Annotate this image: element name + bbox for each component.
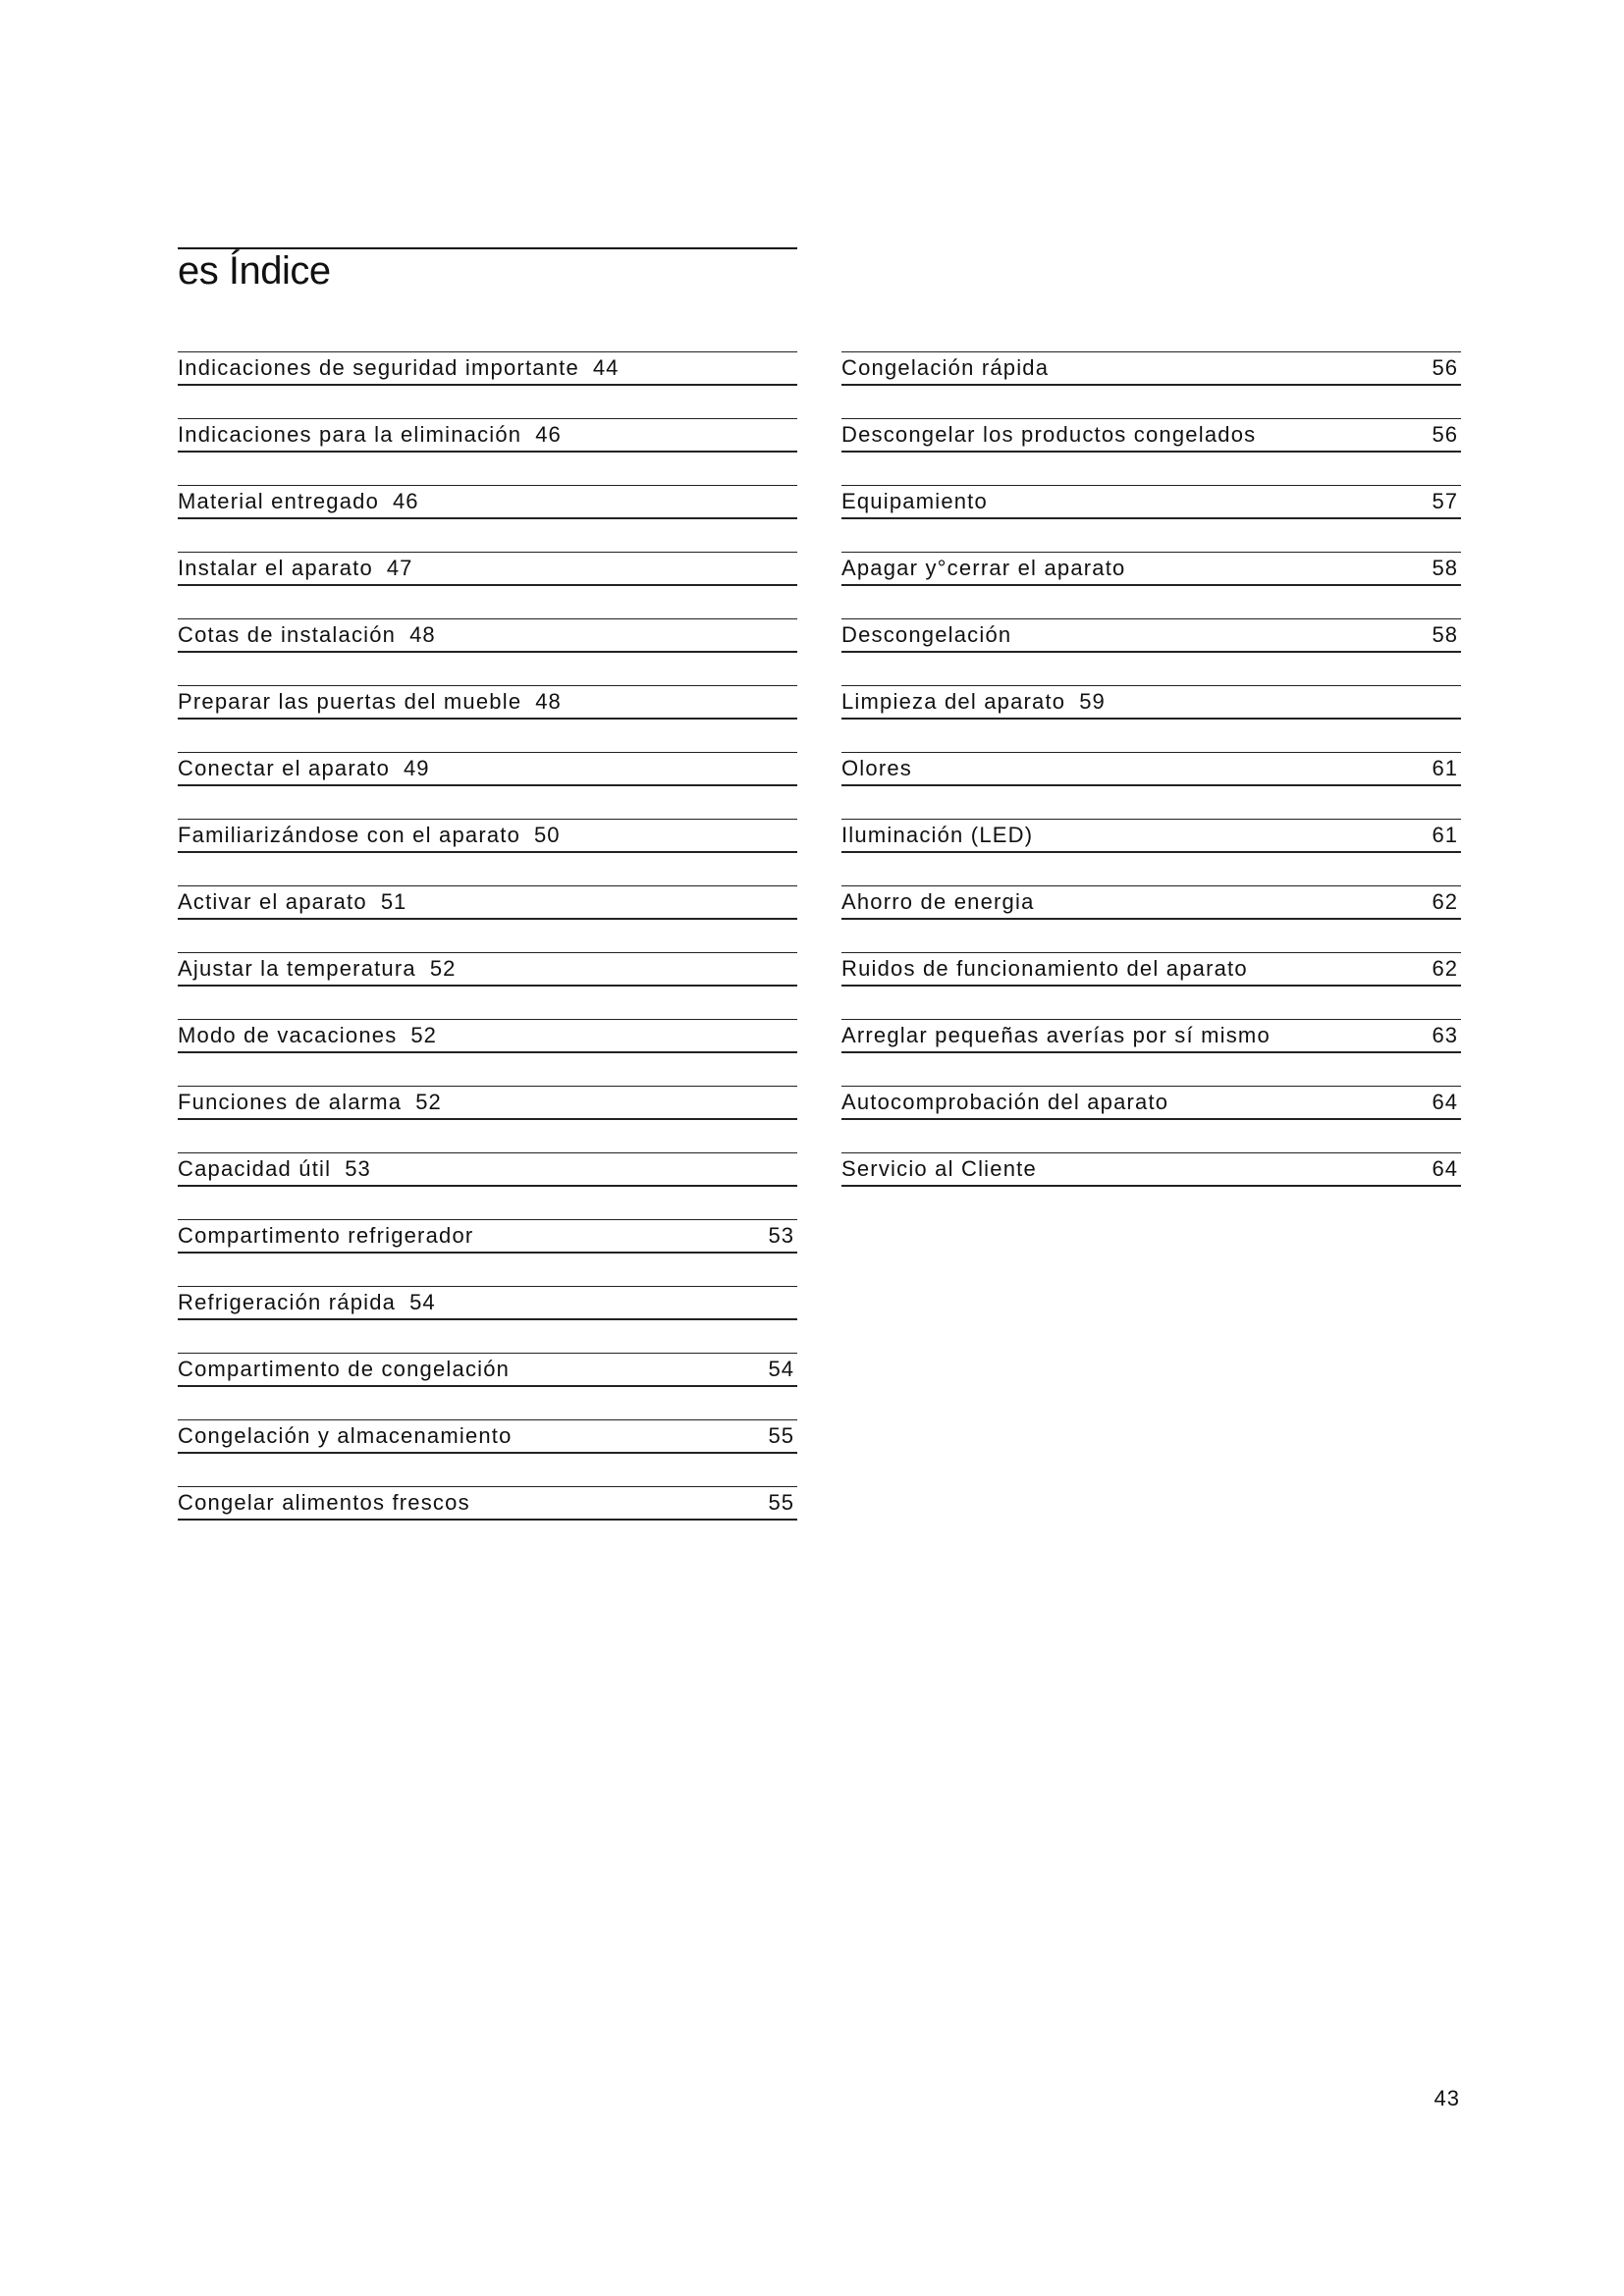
toc-entry[interactable] [178, 1286, 797, 1320]
toc-entry-label [841, 1156, 1037, 1182]
toc-entry-title: Servicio al Cliente [841, 1156, 1037, 1181]
toc-entry[interactable] [841, 1152, 1461, 1187]
toc-entry[interactable] [841, 485, 1461, 519]
toc-entry-page: 64 [1432, 1090, 1458, 1114]
toc-entry-title: Olores [841, 756, 912, 780]
toc-entry[interactable] [178, 1152, 797, 1187]
toc-entry[interactable] [841, 685, 1461, 720]
toc-entry-label [178, 1490, 470, 1516]
toc-entry-label [178, 1023, 437, 1048]
toc-entry-page: 52 [410, 1023, 437, 1047]
toc-entry[interactable] [841, 752, 1461, 786]
toc-entry-title: Congelar alimentos frescos [178, 1490, 470, 1515]
toc-entry-title: Preparar las puertas del mueble [178, 689, 522, 714]
page-title: es Índice [178, 249, 331, 293]
toc-entry-label [178, 622, 436, 648]
toc-entry-page: 50 [534, 823, 561, 847]
toc-entry[interactable] [178, 1353, 797, 1387]
toc-entry-title: Indicaciones para la eliminación [178, 422, 522, 447]
toc-entry-label [178, 889, 406, 915]
toc-entry-page: 62 [1432, 889, 1458, 914]
toc-entry[interactable] [178, 1086, 797, 1120]
toc-entry-page: 47 [386, 556, 413, 580]
toc-entry-label [841, 689, 1106, 715]
toc-entry[interactable] [841, 1019, 1461, 1053]
toc-entry-title: Refrigeración rápida [178, 1290, 397, 1314]
toc-entry-label [178, 756, 430, 781]
toc-entry-page: 58 [1432, 556, 1458, 580]
page-number: 43 [1434, 2086, 1460, 2110]
toc-entry[interactable] [178, 885, 797, 920]
toc-entry-label [178, 1290, 436, 1315]
toc-entry-title: Ruidos de funcionamiento del aparato [841, 956, 1248, 981]
toc-entry-title: Capacidad útil [178, 1156, 332, 1181]
toc-entry[interactable] [841, 819, 1461, 853]
toc-entry-label [178, 1090, 442, 1115]
toc-entry[interactable] [178, 1019, 797, 1053]
toc-entry[interactable] [178, 418, 797, 453]
toc-entry-page: 53 [345, 1156, 371, 1181]
toc-entry-page: 48 [409, 622, 436, 647]
toc-entry-title: Activar el aparato [178, 889, 367, 914]
toc-entry-label [178, 489, 419, 514]
toc-entry-title: Descongelar los productos congelados [841, 422, 1257, 447]
toc-entry-page: 63 [1432, 1023, 1458, 1047]
toc-entry[interactable] [178, 485, 797, 519]
toc-entry-page: 48 [535, 689, 562, 714]
toc-entry-title: Autocomprobación del aparato [841, 1090, 1169, 1114]
toc-entry-page: 52 [415, 1090, 442, 1114]
toc-entry[interactable] [178, 819, 797, 853]
toc-entry-label [178, 1423, 513, 1449]
toc-entry[interactable] [178, 552, 797, 586]
toc-entry[interactable] [178, 1486, 797, 1521]
toc-entry-page: 52 [429, 956, 457, 981]
toc-entry[interactable] [178, 351, 797, 386]
toc-entry-title: Equipamiento [841, 489, 988, 513]
toc-entry[interactable] [178, 1219, 797, 1254]
toc-entry[interactable] [841, 1086, 1461, 1120]
toc-entry-title: Modo de vacaciones [178, 1023, 398, 1047]
toc-entry-title: Iluminación (LED) [841, 823, 1034, 847]
toc-entry-title: Congelación rápida [841, 355, 1050, 380]
toc-entry[interactable] [841, 618, 1461, 653]
toc-entry[interactable] [178, 952, 797, 987]
toc-entry-title: Instalar el aparato [178, 556, 373, 580]
toc-entry[interactable] [178, 685, 797, 720]
toc-entry-title: Ajustar la temperatura [178, 956, 416, 981]
toc-left-column [178, 351, 797, 1553]
toc-entry-page: 58 [1432, 622, 1458, 647]
toc-entry-label [178, 823, 561, 848]
toc-entry-label [841, 1023, 1271, 1048]
toc-entry-title: Limpieza del aparato [841, 689, 1066, 714]
toc-entry[interactable] [178, 752, 797, 786]
toc-entry-label [178, 556, 412, 581]
toc-entry-label [841, 756, 912, 781]
toc-entry-label [178, 1357, 510, 1382]
toc-entry-page: 56 [1432, 355, 1458, 380]
toc-entry-page: 64 [1432, 1156, 1458, 1181]
toc-entry-label [841, 422, 1256, 448]
toc-right-column [841, 351, 1461, 1219]
toc-entry-page: 59 [1079, 689, 1106, 714]
toc-entry-label [841, 1090, 1168, 1115]
toc-entry-label [178, 956, 456, 982]
toc-entry-page: 57 [1432, 489, 1458, 513]
toc-entry[interactable] [178, 1419, 797, 1454]
toc-entry-label [841, 489, 988, 514]
toc-entry-page: 55 [768, 1490, 794, 1515]
toc-entry-page: 55 [768, 1423, 794, 1448]
toc-entry-title: Indicaciones de seguridad importante [178, 355, 579, 380]
toc-entry[interactable] [178, 618, 797, 653]
toc-entry-label [178, 689, 562, 715]
toc-entry-page: 54 [768, 1357, 794, 1381]
toc-entry-title: Funciones de alarma [178, 1090, 403, 1114]
toc-entry-title: Conectar el aparato [178, 756, 391, 780]
toc-entry-page: 56 [1432, 422, 1458, 447]
toc-entry-label [841, 823, 1033, 848]
toc-entry-page: 53 [768, 1223, 794, 1248]
toc-entry-label [178, 1156, 371, 1182]
toc-entry-label [178, 1223, 473, 1249]
toc-entry-title: Material entregado [178, 489, 380, 513]
toc-entry-title: Ahorro de energia [841, 889, 1035, 914]
toc-entry[interactable] [841, 351, 1461, 386]
toc-entry-title: Compartimento refrigerador [178, 1223, 474, 1248]
toc-entry[interactable] [841, 552, 1461, 586]
toc-entry-label [841, 355, 1049, 381]
toc-entry-page: 61 [1432, 823, 1458, 847]
toc-entry-title: Compartimento de congelación [178, 1357, 511, 1381]
toc-entry-page: 44 [592, 355, 620, 380]
toc-entry-title: Familiarizándose con el aparato [178, 823, 521, 847]
toc-entry-label [178, 422, 562, 448]
toc-entry[interactable] [841, 418, 1461, 453]
toc-entry-title: Descongelación [841, 622, 1012, 647]
toc-entry-label [841, 956, 1248, 982]
toc-entry-page: 62 [1432, 956, 1458, 981]
toc-entry-page: 54 [409, 1290, 436, 1314]
toc-entry[interactable] [841, 952, 1461, 987]
toc-entry-page: 46 [393, 489, 419, 513]
toc-entry-page: 61 [1432, 756, 1458, 780]
toc-entry-label [841, 889, 1035, 915]
toc-entry-page: 46 [535, 422, 562, 447]
toc-entry-label [841, 556, 1125, 581]
toc-entry-page: 49 [404, 756, 430, 780]
toc-entry[interactable] [841, 885, 1461, 920]
toc-entry-label [841, 622, 1011, 648]
toc-entry-page: 51 [380, 889, 407, 914]
toc-entry-title: Arreglar pequeñas averías por sí mismo [841, 1023, 1271, 1047]
toc-entry-label [178, 355, 619, 381]
toc-entry-title: Apagar y°cerrar el aparato [841, 556, 1126, 580]
toc-entry-title: Congelación y almacenamiento [178, 1423, 513, 1448]
toc-entry-title: Cotas de instalación [178, 622, 397, 647]
